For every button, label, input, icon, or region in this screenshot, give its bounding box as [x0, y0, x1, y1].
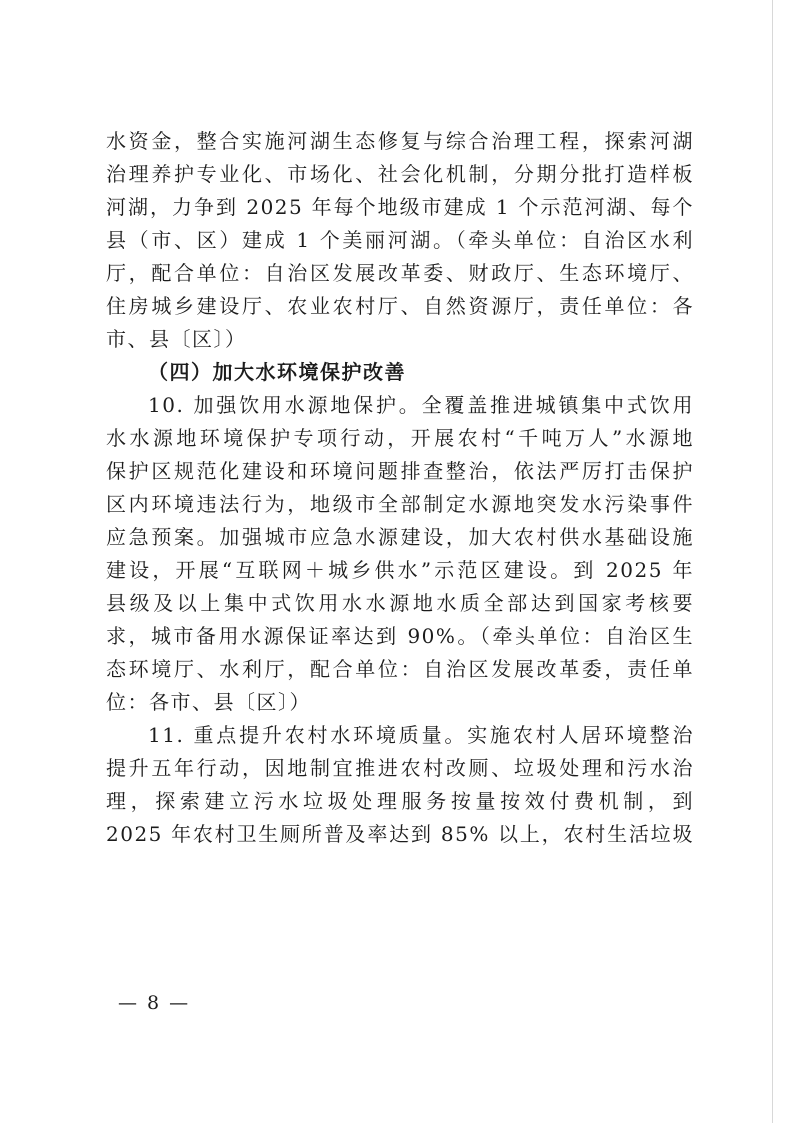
scan-page-edge [772, 0, 773, 1123]
text-line: 河湖，力争到 2025 年每个地级市建成 1 个示范河湖、每个 [106, 195, 694, 219]
text-line: 理，探索建立污水垃圾处理服务按量按效付费机制，到 [106, 789, 694, 813]
text-line: 求，城市备用水源保证率达到 90%。（牵头单位：自治区生 [106, 624, 694, 648]
text-line: 县（市、区）建成 1 个美丽河湖。（牵头单位：自治区水利 [106, 228, 694, 252]
paragraph-start: 10. 加强饮用水源地保护。全覆盖推进城镇集中式饮用 [148, 393, 694, 417]
page-number: — 8 — [118, 992, 191, 1014]
text-line: 应急预案。加强城市应急水源建设，加大农村供水基础设施 [106, 525, 694, 549]
text-line: 水资金，整合实施河湖生态修复与综合治理工程，探索河湖 [106, 129, 694, 153]
text-line: 态环境厅、水利厅，配合单位：自治区发展改革委，责任单 [106, 657, 694, 681]
text-line: 厅，配合单位：自治区发展改革委、财政厅、生态环境厅、 [106, 261, 694, 285]
text-line: 提升五年行动，因地制宜推进农村改厕、垃圾处理和污水治 [106, 756, 694, 780]
text-line: 位：各市、县〔区〕） [106, 690, 311, 714]
text-line: 县级及以上集中式饮用水水源地水质全部达到国家考核要 [106, 591, 694, 615]
text-line: 住房城乡建设厅、农业农村厅、自然资源厅，责任单位：各 [106, 294, 694, 318]
text-line: 建设，开展“互联网＋城乡供水”示范区建设。到 2025 年 [106, 558, 694, 582]
text-line: 市、县〔区〕） [106, 327, 247, 351]
section-heading: （四）加大水环境保护改善 [148, 360, 406, 384]
text-line: 保护区规范化建设和环境问题排查整治，依法严厉打击保护 [106, 459, 694, 483]
text-line: 区内环境违法行为，地级市全部制定水源地突发水污染事件 [106, 492, 694, 516]
text-line: 治理养护专业化、市场化、社会化机制，分期分批打造样板 [106, 162, 694, 186]
paragraph-start: 11. 重点提升农村水环境质量。实施农村人居环境整治 [148, 723, 694, 747]
text-line: 水水源地环境保护专项行动，开展农村“千吨万人”水源地 [106, 426, 694, 450]
document-body [106, 125, 694, 851]
text-line: 2025 年农村卫生厕所普及率达到 85% 以上，农村生活垃圾 [106, 822, 694, 846]
